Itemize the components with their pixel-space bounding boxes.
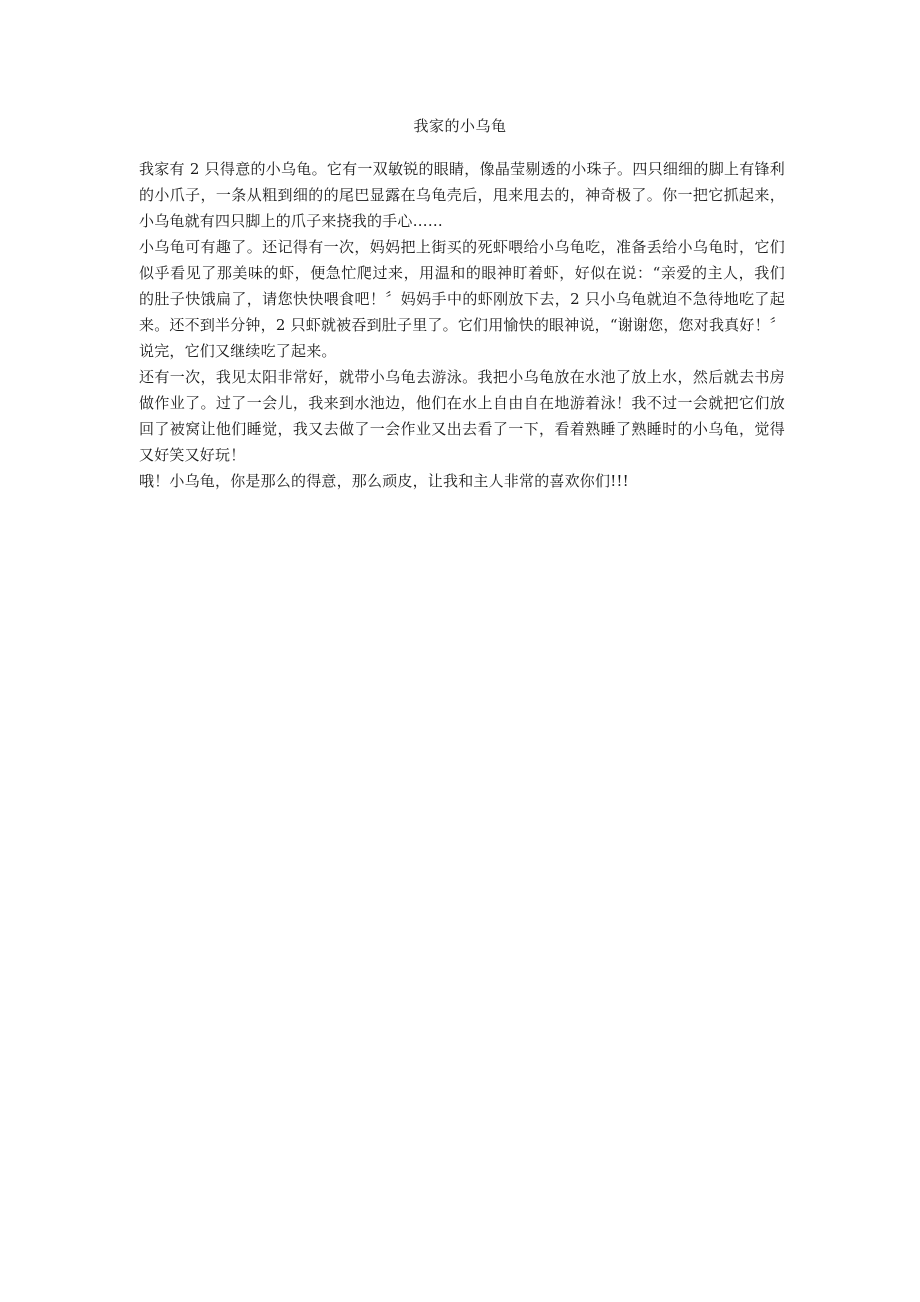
document-title: 我家的小乌龟 — [413, 117, 507, 135]
document-body — [139, 156, 785, 494]
paragraph-4: 哦！小乌龟，你是那么的得意，那么顽皮，让我和主人非常的喜欢你们!!! — [139, 472, 629, 490]
paragraph-1: 我家有 2 只得意的小乌龟。它有一双敏锐的眼睛，像晶莹剔透的小珠子。四只细细的脚上有锋利的小爪子，一条从粗到细的的尾巴显露在乌龟壳后，甩来甩去的，神奇极了。你一把它抓起来，小乌龟就有四只脚上的爪子来挠我的手心…… — [139, 160, 785, 230]
paragraph-2: 小乌龟可有趣了。还记得有一次，妈妈把上街买的死虾喂给小乌龟吃，准备丢给小乌龟时，它们似乎看见了那美味的虾，便急忙爬过来，用温和的眼神盯着虾，好似在说：“亲爱的主人，我们的肚子快饿扁了，请您快快喂食吧！〞妈妈手中的虾刚放下去，2 只小乌龟就迫不急待地吃了起来。还不到半分钟，2 只虾就被吞到肚子里了。它们用愉快的眼神说，“谢谢您，您对我真好！〞说完，它们又继续吃了起来。 — [139, 238, 785, 360]
paragraph-3: 还有一次，我见太阳非常好，就带小乌龟去游泳。我把小乌龟放在水池了放上水，然后就去书房做作业了。过了一会儿，我来到水池边，他们在水上自由自在地游着泳！我不过一会就把它们放回了被窝让他们睡觉，我又去做了一会作业又出去看了一下，看着熟睡了熟睡时的小乌龟，觉得又好笑又好玩！ — [139, 368, 785, 464]
